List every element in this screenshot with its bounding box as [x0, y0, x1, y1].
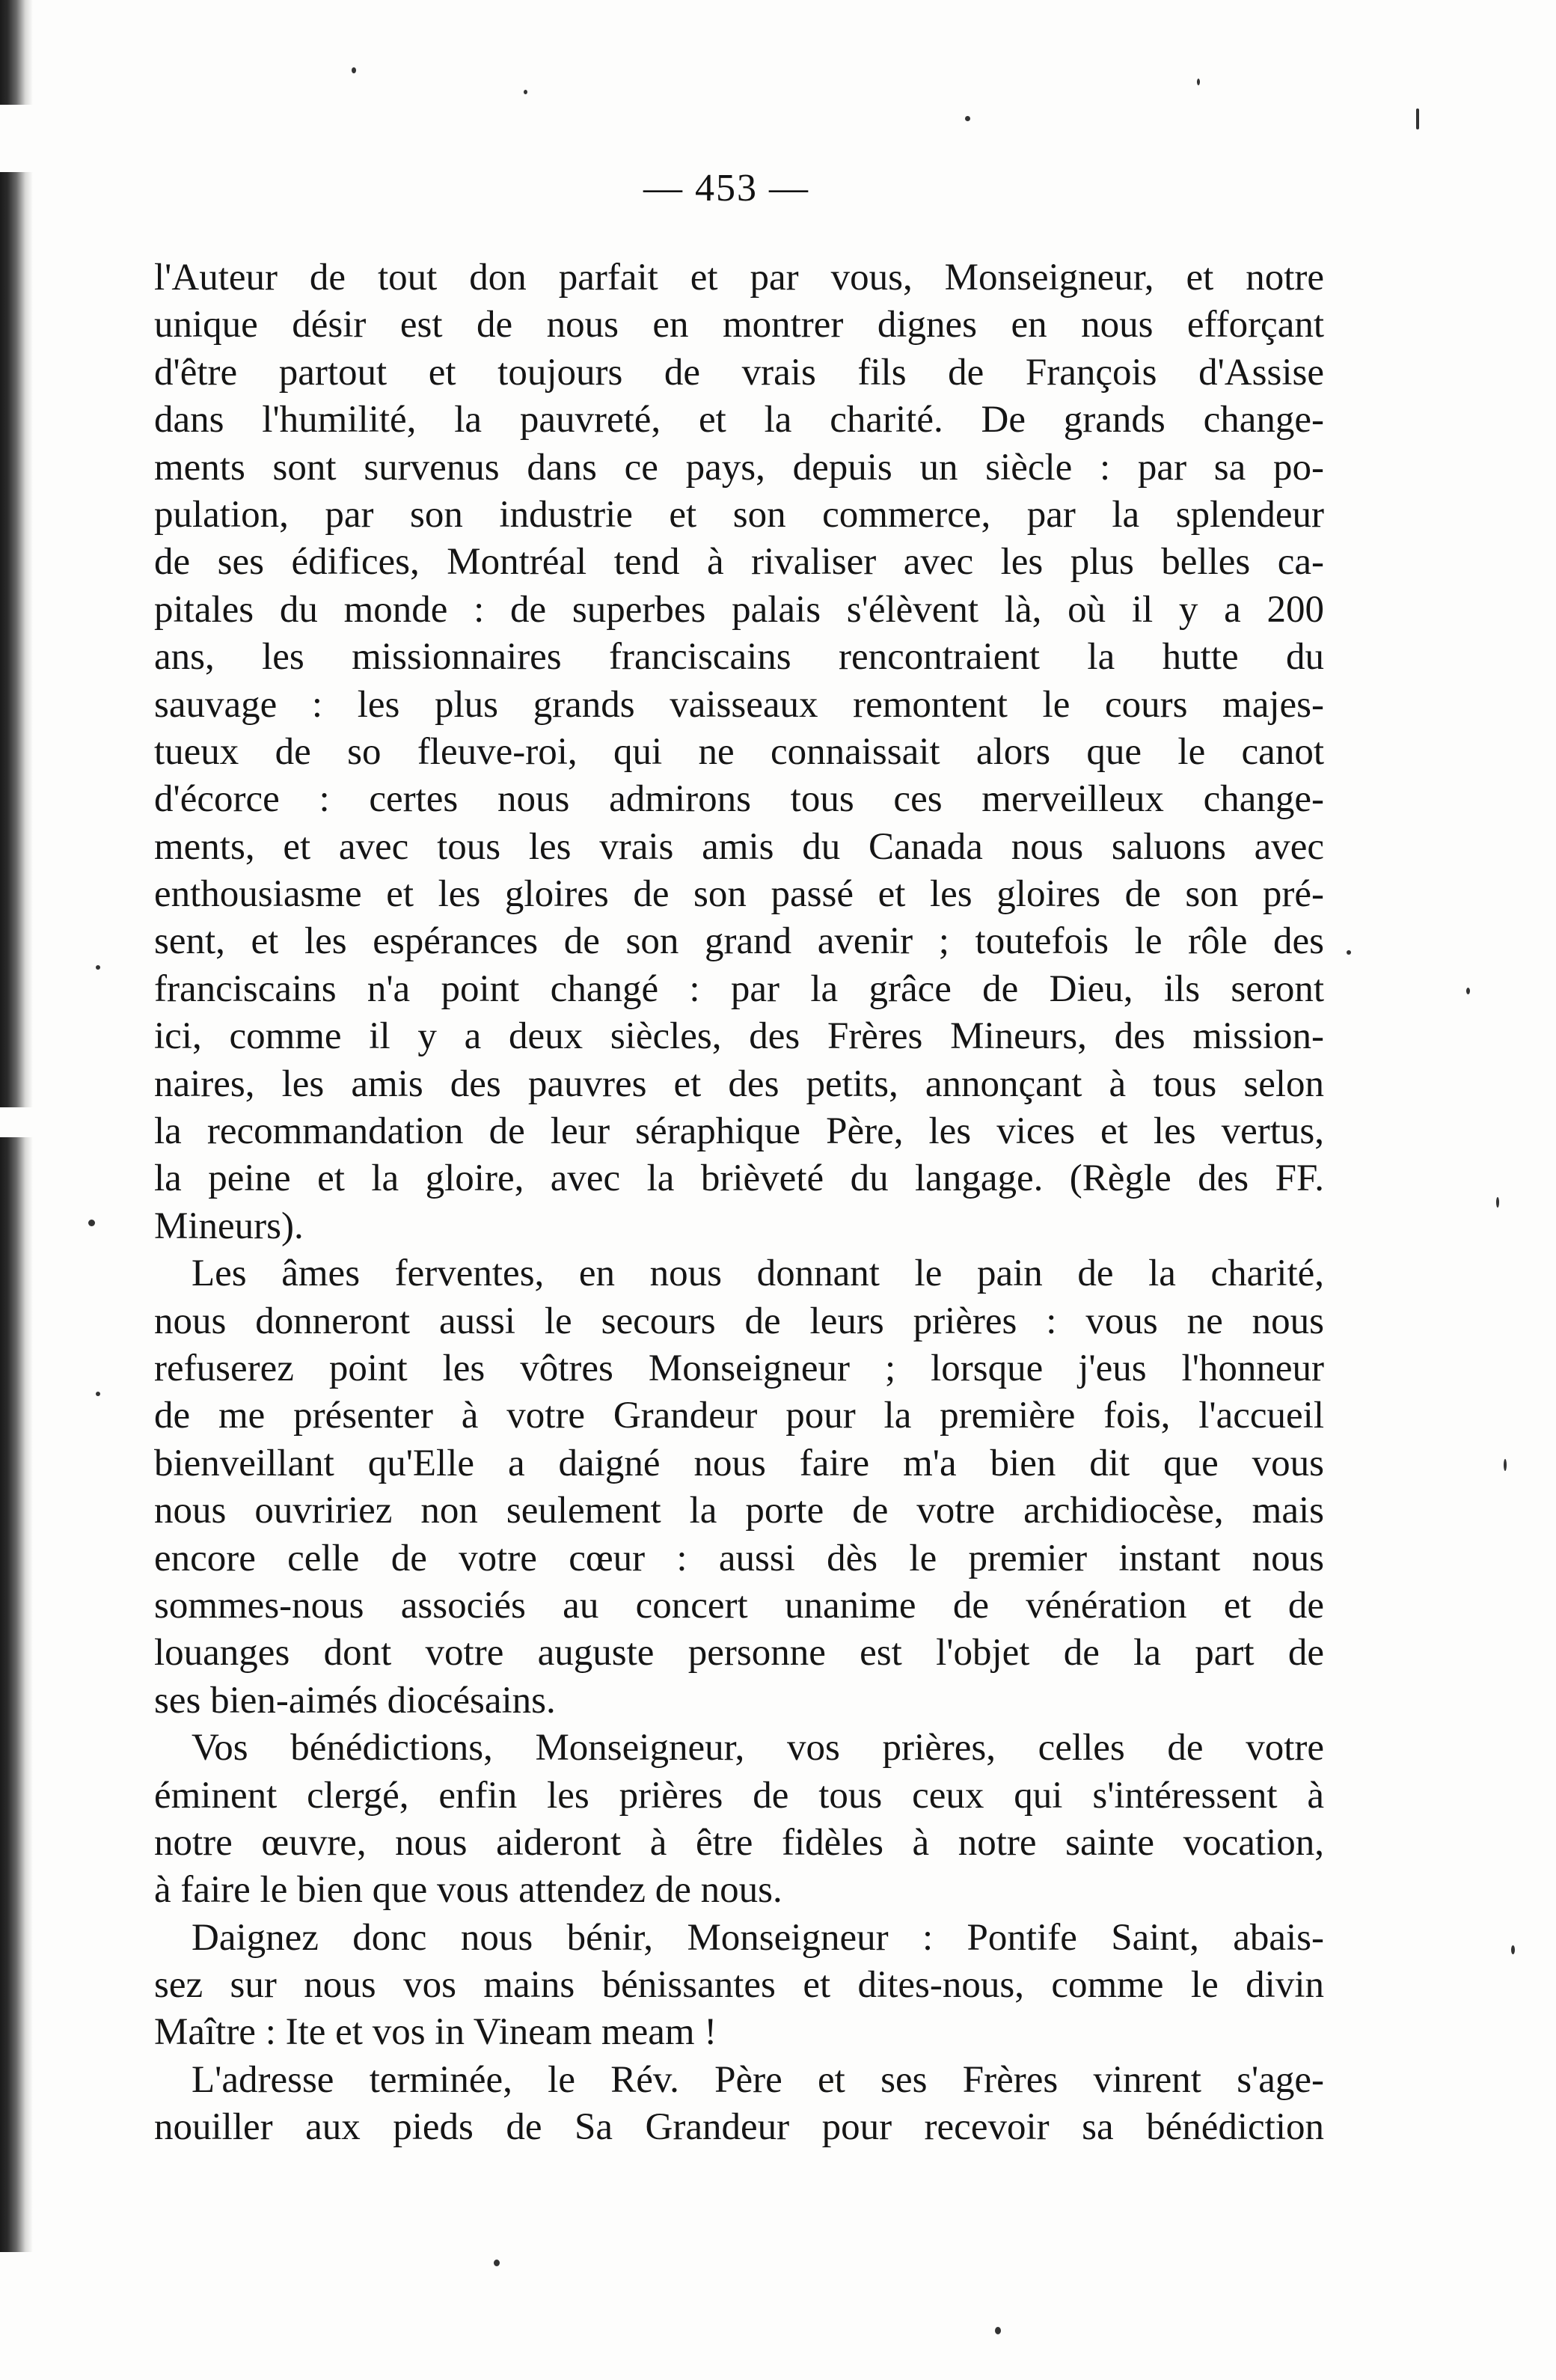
text-line: ments, et avec tous les vrais amis du Canada nous saluons avec [154, 825, 1324, 868]
paragraph [154, 1915, 1324, 2057]
text-line: ments sont survenus dans ce pays, depuis un siècle : par sa po- [154, 446, 1324, 489]
paragraph [154, 254, 1324, 1250]
gutter-gap [0, 2252, 33, 2380]
text-line: la peine et la gloire, avec la brièveté du langage. (Règle des FF. [154, 1157, 1324, 1200]
scan-speck [1504, 1459, 1507, 1471]
text-line: unique désir est de nous en montrer dignes en nous efforçant [154, 304, 1324, 346]
scan-speck [995, 2327, 1001, 2334]
text-line: éminent clergé, enfin les prières de tous ceux qui s'intéressent à [154, 1774, 1324, 1817]
text-line: nous donneront aussi le secours de leurs prières : vous ne nous [154, 1300, 1324, 1342]
text-line: de me présenter à votre Grandeur pour la première fois, l'accueil [154, 1395, 1324, 1437]
scan-speck [88, 1220, 95, 1226]
scan-speck [96, 965, 100, 970]
scan-speck [965, 116, 970, 121]
text-line: franciscains n'a point changé : par la grâce de Dieu, ils seront [154, 967, 1324, 1010]
text-line: enthousiasme et les gloires de son passé et les gloires de son pré- [154, 873, 1324, 916]
text-line: sez sur nous vos mains bénissantes et dites-nous, comme le divin [154, 1964, 1324, 2007]
text-line: ans, les missionnaires franciscains rencontraient la hutte du [154, 636, 1324, 679]
text-line: d'être partout et toujours de vrais fils de François d'Assise [154, 351, 1324, 394]
text-line: l'Auteur de tout don parfait et par vous, Monseigneur, et notre [154, 257, 1324, 299]
text-line: de ses édifices, Montréal tend à rivaliser avec les plus belles ca- [154, 541, 1324, 584]
scan-speck [494, 2260, 500, 2266]
text-line: ici, comme il y a deux siècles, des Frères Mineurs, des mission- [154, 1015, 1324, 1058]
text-line: encore celle de votre cœur : aussi dès le premier instant nous [154, 1537, 1324, 1579]
text-line: naires, les amis des pauvres et des petits, annonçant à tous selon [154, 1062, 1324, 1105]
text-line: Les âmes ferventes, en nous donnant le pain de la charité, [192, 1252, 1324, 1295]
text-line: dans l'humilité, la pauvreté, et la charité. De grands change- [154, 399, 1324, 441]
text-line: Maître : Ite et vos in Vineam meam ! [154, 2011, 717, 2054]
paragraph [154, 1725, 1324, 1915]
text-line: la recommandation de leur séraphique Père, les vices et les vertus, [154, 1110, 1324, 1153]
scan-speck [1466, 988, 1470, 994]
scan-speck [1416, 108, 1419, 129]
text-line: Mineurs). [154, 1205, 304, 1247]
text-line: pitales du monde : de superbes palais s'élèvent là, où il y a 200 [154, 588, 1324, 631]
text-line: nous ouvririez non seulement la porte de votre archidiocèse, mais [154, 1490, 1324, 1532]
text-line: à faire le bien que vous attendez de nous. [154, 1869, 782, 1912]
scan-speck [96, 1392, 100, 1396]
text-line: sent, et les espérances de son grand avenir ; toutefois le rôle des [154, 920, 1324, 963]
text-line: sauvage : les plus grands vaisseaux remontent le cours majes- [154, 683, 1324, 726]
text-line: ses bien-aimés diocésains. [154, 1679, 556, 1722]
binding-gutter-shadow [0, 0, 33, 2380]
text-line: louanges dont votre auguste personne est l'objet de la part de [154, 1632, 1324, 1674]
scan-speck [1511, 1945, 1515, 1954]
scan-speck [1347, 950, 1351, 955]
scan-speck [352, 67, 356, 73]
paragraph [154, 2057, 1324, 2152]
text-line: bienveillant qu'Elle a daigné nous faire m'a bien dit que vous [154, 1442, 1324, 1484]
text-line: pulation, par son industrie et son commerce, par la splendeur [154, 493, 1324, 536]
text-line: nouiller aux pieds de Sa Grandeur pour recevoir sa bénédiction [154, 2106, 1324, 2149]
scan-speck [524, 90, 527, 94]
scan-speck [1197, 79, 1200, 85]
scan-speck [1496, 1197, 1499, 1208]
gutter-gap [0, 1107, 33, 1137]
text-line: Vos bénédictions, Monseigneur, vos prières, celles de votre [192, 1727, 1324, 1769]
text-line: tueux de so fleuve-roi, qui ne connaissait alors que le canot [154, 730, 1324, 773]
gutter-gap [0, 105, 33, 172]
text-line: notre œuvre, nous aideront à être fidèles à notre sainte vocation, [154, 1821, 1324, 1864]
text-line: refuserez point les vôtres Monseigneur ; lorsque j'eus l'honneur [154, 1347, 1324, 1389]
body-text [154, 254, 1324, 2152]
text-line: sommes-nous associés au concert unanime de vénération et de [154, 1584, 1324, 1627]
page-number: — 453 — [643, 167, 809, 209]
text-line: d'écorce : certes nous admirons tous ces merveilleux change- [154, 778, 1324, 821]
text-line: L'adresse terminée, le Rév. Père et ses Frères vinrent s'age- [192, 2058, 1324, 2101]
text-line: Daignez donc nous bénir, Monseigneur : Pontife Saint, abais- [192, 1916, 1324, 1959]
paragraph [154, 1250, 1324, 1725]
